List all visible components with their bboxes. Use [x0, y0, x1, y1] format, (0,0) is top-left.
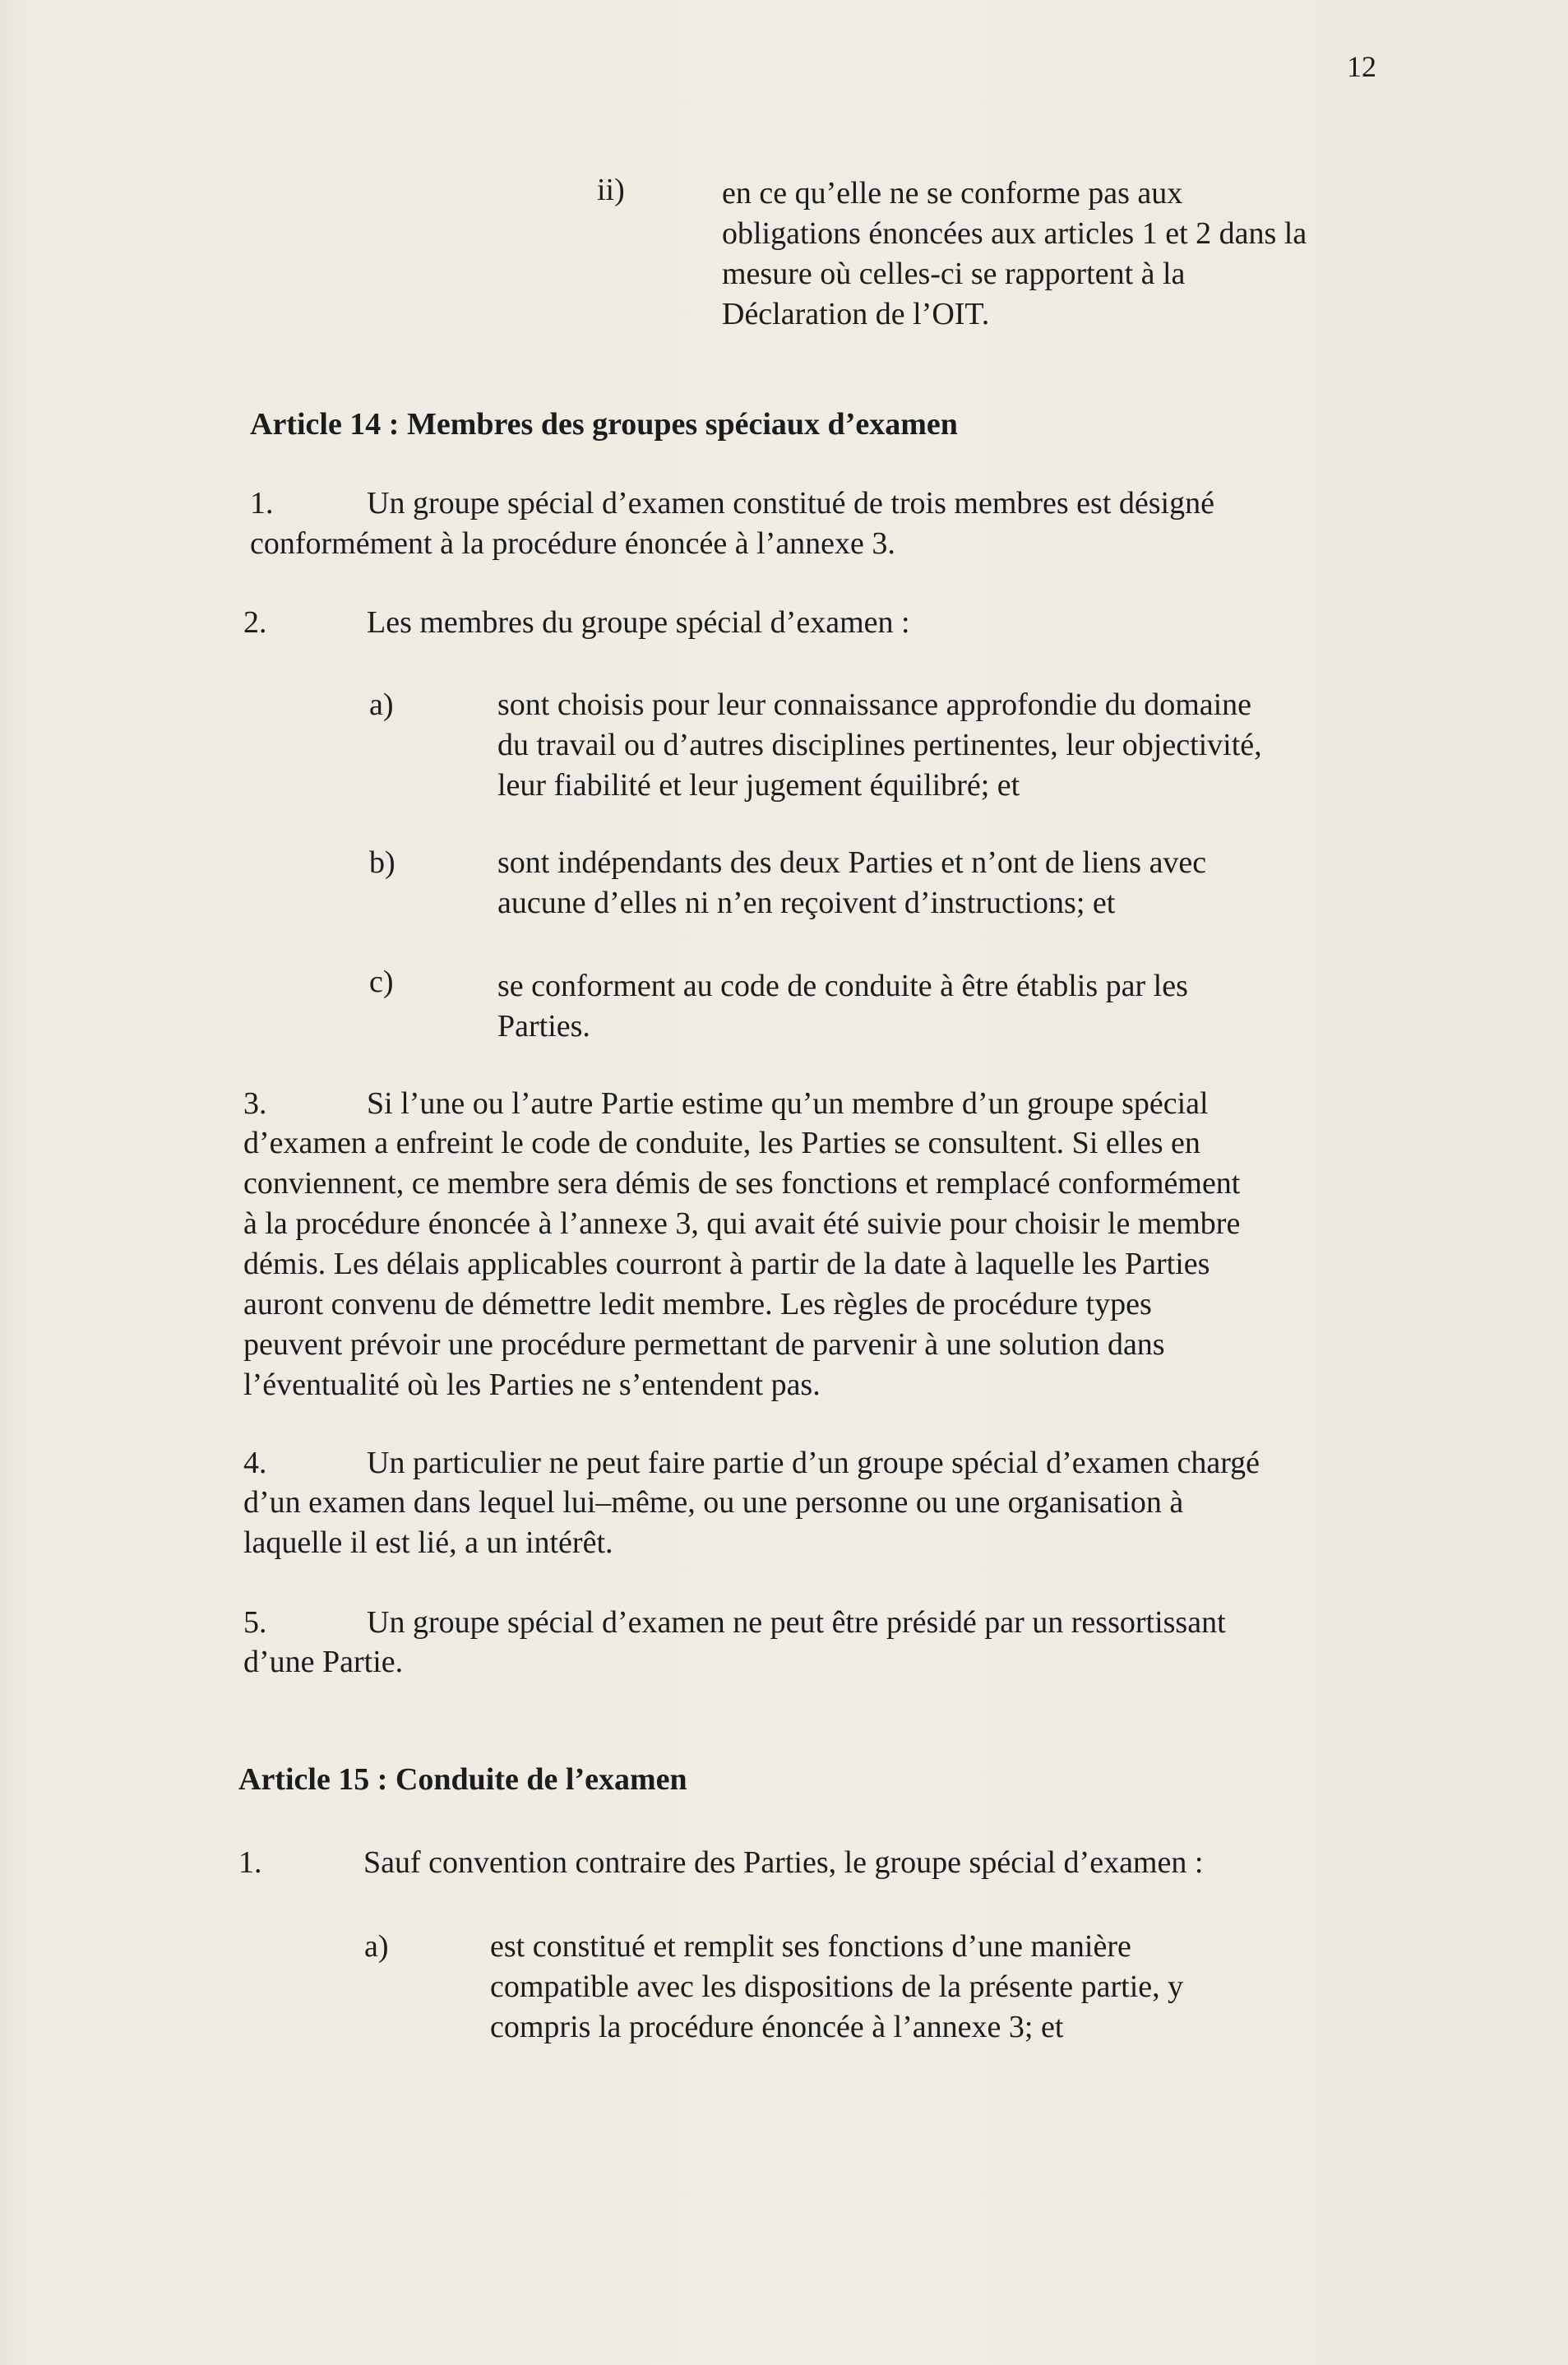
text-line: conviennent, ce membre sera démis de ses fonctions et remplacé conformément [243, 1166, 1241, 1201]
text-line: d’une Partie. [243, 1645, 404, 1679]
text-line: compris la procédure énoncée à l’annexe 3; et [490, 2010, 1064, 2044]
paragraph-number: 3. [243, 1086, 267, 1121]
paragraph-first-line: Les membres du groupe spécial d’examen : [367, 605, 910, 640]
paragraph-first-line: Si l’une ou l’autre Partie estime qu’un membre d’un groupe spécial [367, 1086, 1209, 1121]
list-item-label: a) [369, 687, 394, 722]
paragraph-number: 4. [243, 1446, 267, 1480]
paragraph-number: 5. [243, 1605, 267, 1640]
paragraph-number: 1. [238, 1845, 262, 1880]
text-line: du travail ou d’autres disciplines pertinentes, leur objectivité, [497, 728, 1262, 762]
text-line: d’examen a enfreint le code de conduite, les Parties se consultent. Si elles en [243, 1126, 1200, 1160]
paragraph-number: 2. [243, 605, 267, 640]
text-line: en ce qu’elle ne se conforme pas aux [722, 176, 1183, 211]
text-line: d’un examen dans lequel lui–même, ou une personne ou une organisation à [243, 1485, 1184, 1520]
text-line: laquelle il est lié, a un intérêt. [243, 1525, 613, 1560]
list-item-text [497, 843, 1206, 923]
text-line: est constitué et remplit ses fonctions d’une manière [490, 1929, 1131, 1964]
text-line: démis. Les délais applicables courront à partir de la date à laquelle les Parties [243, 1247, 1210, 1281]
text-line: aucune d’elles ni n’en reçoivent d’instructions; et [497, 886, 1116, 920]
paragraph-first-line: Un particulier ne peut faire partie d’un groupe spécial d’examen chargé [367, 1446, 1260, 1480]
list-item-label: c) [369, 965, 394, 999]
text-line: peuvent prévoir une procédure permettant de parvenir à une solution dans [243, 1327, 1165, 1362]
text-line: sont choisis pour leur connaissance approfondie du domaine [497, 687, 1252, 722]
list-item-label: a) [364, 1929, 389, 1964]
text-line: leur fiabilité et leur jugement équilibré; et [497, 768, 1020, 803]
list-item-text [497, 685, 1262, 806]
text-line: compatible avec les dispositions de la présente partie, y [490, 1969, 1184, 2004]
text-line: se conforment au code de conduite à être établis par les [497, 969, 1188, 1003]
article-15-heading: Article 15 : Conduite de l’examen [238, 1762, 687, 1797]
list-item-text [497, 966, 1188, 1047]
list-item-text [490, 1927, 1183, 2048]
list-item-label: b) [369, 845, 395, 880]
paragraph-body [243, 1483, 1183, 1563]
text-line: l’éventualité où les Parties ne s’entendent pas. [243, 1368, 821, 1402]
paragraph-body [243, 1123, 1240, 1405]
continuation-text [722, 174, 1307, 335]
text-line: auront convenu de démettre ledit membre. Les règles de procédure types [243, 1287, 1152, 1321]
article-14-heading: Article 14 : Membres des groupes spéciaux d’examen [250, 407, 958, 442]
page-number: 12 [1347, 50, 1376, 83]
paragraph-first-line: Un groupe spécial d’examen ne peut être présidé par un ressortissant [367, 1605, 1226, 1640]
text-line: à la procédure énoncée à l’annexe 3, qui avait été suivie pour choisir le membre [243, 1206, 1241, 1241]
paragraph-body [243, 1642, 403, 1682]
text-line: mesure où celles-ci se rapportent à la [722, 257, 1186, 291]
text-line: Déclaration de l’OIT. [722, 297, 990, 331]
paragraph-number: 1. [250, 486, 274, 521]
text-line: conformément à la procédure énoncée à l’annexe 3. [250, 526, 895, 561]
text-line: sont indépendants des deux Parties et n’ont de liens avec [497, 845, 1207, 880]
continuation-label: ii) [597, 173, 625, 207]
paragraph-first-line: Un groupe spécial d’examen constitué de trois membres est désigné [367, 486, 1214, 521]
text-line: Parties. [497, 1009, 590, 1044]
paragraph-first-line: Sauf convention contraire des Parties, le groupe spécial d’examen : [363, 1845, 1204, 1880]
paragraph-body [250, 524, 895, 564]
text-line: obligations énoncées aux articles 1 et 2 dans la [722, 216, 1307, 251]
